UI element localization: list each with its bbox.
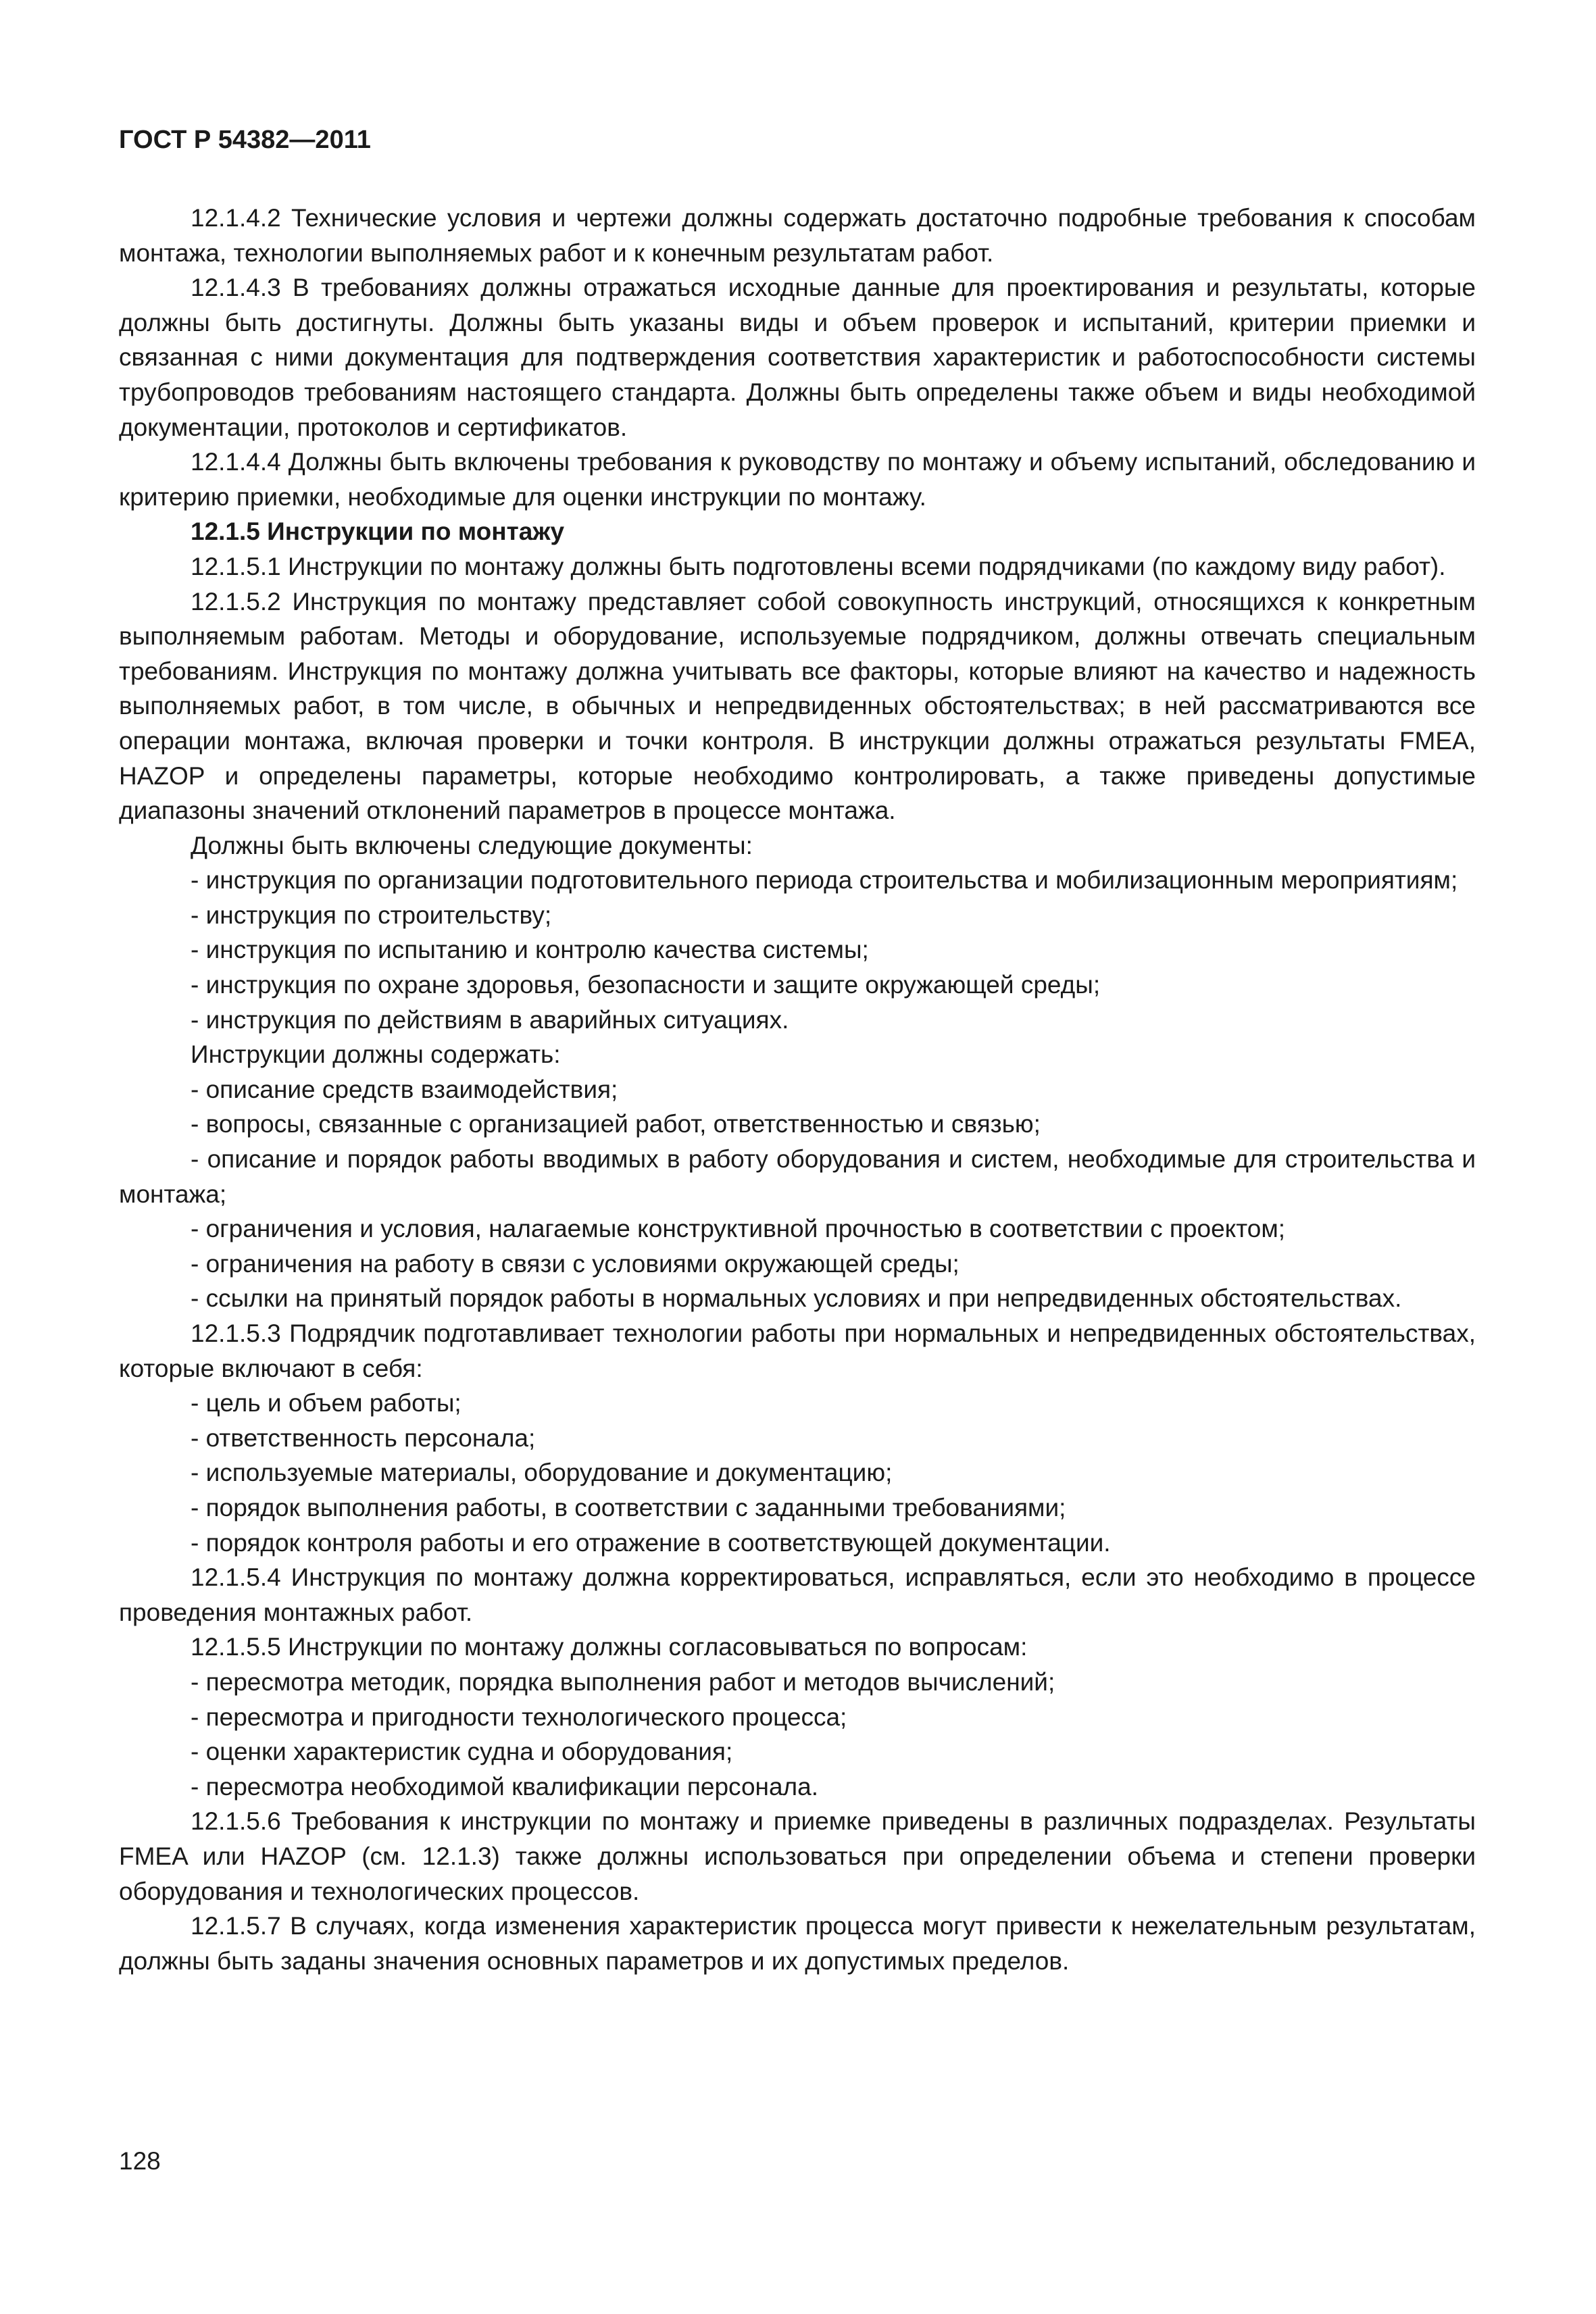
list-item: - порядок выполнения работы, в соответствии с заданными требованиями; xyxy=(191,1493,1066,1521)
list-item: - ссылки на принятый порядок работы в нормальных условиях и при непредвиденных обстоятельствах. xyxy=(191,1284,1402,1313)
list-item: - порядок контроля работы и его отражение в соответствующей документации. xyxy=(191,1528,1111,1557)
paragraph: 12.1.5.4 Инструкция по монтажу должна корректироваться, исправляться, если это необходимо в процессе проведения монтажных работ. xyxy=(119,1563,1476,1626)
list-item: - описание средств взаимодействия; xyxy=(191,1075,618,1103)
paragraph: 12.1.5.7 В случаях, когда изменения характеристик процесса могут привести к нежелательным результатам, должны быть заданы значения основных параметров и их допустимых пределов. xyxy=(119,1912,1476,1975)
paragraph: 12.1.5.5 Инструкции по монтажу должны согласовываться по вопросам: xyxy=(191,1633,1028,1661)
paragraph: Инструкции должны содержать: xyxy=(191,1040,561,1069)
list-item: - инструкция по организации подготовительного периода строительства и мобилизационным мероприятиям; xyxy=(191,866,1458,895)
paragraph: Должны быть включены следующие документы: xyxy=(191,831,753,859)
paragraph: 12.1.4.4 Должны быть включены требования к руководству по монтажу и объему испытаний, обследованию и критерию приемки, необходимые для оценки инструкции по монтажу. xyxy=(119,448,1476,511)
section-heading: 12.1.5 Инструкции по монтажу xyxy=(191,518,565,546)
list-item: - пересмотра необходимой квалификации персонала. xyxy=(191,1772,818,1801)
list-item: - вопросы, связанные с организацией работ, ответственностью и связью; xyxy=(191,1110,1041,1138)
list-item: - инструкция по испытанию и контролю качества системы; xyxy=(191,936,869,964)
paragraph: 12.1.4.2 Технические условия и чертежи должны содержать достаточно подробные требования к способам монтажа, технологии выполняемых работ и к конечным результатам работ. xyxy=(119,204,1476,267)
list-item: - пересмотра и пригодности технологического процесса; xyxy=(191,1703,847,1731)
paragraph: 12.1.5.3 Подрядчик подготавливает технологии работы при нормальных и непредвиденных обстоятельствах, которые включают в себя: xyxy=(119,1319,1476,1382)
document-body xyxy=(119,201,1476,1978)
paragraph: 12.1.5.2 Инструкция по монтажу представляет собой совокупность инструкций, относящихся к конкретным выполняемым работам. Методы и оборудование, используемые подрядчиком, должны отвечать специальным требованиям. Инструкция по монтажу должна учитывать все факторы, которые влияют на качество и надежность выполняемых работ, в том числе, в обычных и непредвиденных обстоятельствах; в ней рассматриваются все операции монтажа, включая проверки и точки контроля. В инструкции должны отражаться результаты FMEA, HAZOP и определены параметры, которые необходимо контролировать, а также приведены допустимые диапазоны значений отклонений параметров в процессе монтажа. xyxy=(119,587,1476,825)
list-item: - используемые материалы, оборудование и документацию; xyxy=(191,1459,893,1487)
page-number: 128 xyxy=(119,2147,161,2175)
list-item: - ограничения на работу в связи с условиями окружающей среды; xyxy=(191,1249,959,1278)
list-item: - ограничения и условия, налагаемые конструктивной прочностью в соответствии с проектом; xyxy=(191,1215,1286,1243)
list-item: - пересмотра методик, порядка выполнения работ и методов вычислений; xyxy=(191,1667,1055,1696)
list-item: - инструкция по строительству; xyxy=(191,901,552,929)
list-item: - оценки характеристик судна и оборудования; xyxy=(191,1738,733,1766)
list-item: - описание и порядок работы вводимых в работу оборудования и систем, необходимые для строительства и монтажа; xyxy=(119,1145,1476,1208)
list-item: - ответственность персонала; xyxy=(191,1424,536,1452)
list-item: - цель и объем работы; xyxy=(191,1389,462,1417)
paragraph: 12.1.5.1 Инструкции по монтажу должны быть подготовлены всеми подрядчиками (по каждому виду работ). xyxy=(191,552,1446,580)
list-item: - инструкция по охране здоровья, безопасности и защите окружающей среды; xyxy=(191,971,1101,999)
paragraph: 12.1.4.3 В требованиях должны отражаться исходные данные для проектирования и результаты, которые должны быть достигнуты. Должны быть указаны виды и объем проверок и испытаний, критерии приемки и связанная с ними документация для подтверждения соответствия характеристик и работоспособности системы трубопроводов требованиям настоящего стандарта. Должны быть определены также объем и виды необходимой документации, протоколов и сертификатов. xyxy=(119,274,1476,441)
standard-header: ГОСТ Р 54382—2011 xyxy=(119,126,371,154)
paragraph: 12.1.5.6 Требования к инструкции по монтажу и приемке приведены в различных подразделах. Результаты FMEA или HAZOP (см. 12.1.3) также должны использоваться при определении объема и степени проверки оборудования и технологических процессов. xyxy=(119,1807,1476,1905)
list-item: - инструкция по действиям в аварийных ситуациях. xyxy=(191,1005,789,1034)
